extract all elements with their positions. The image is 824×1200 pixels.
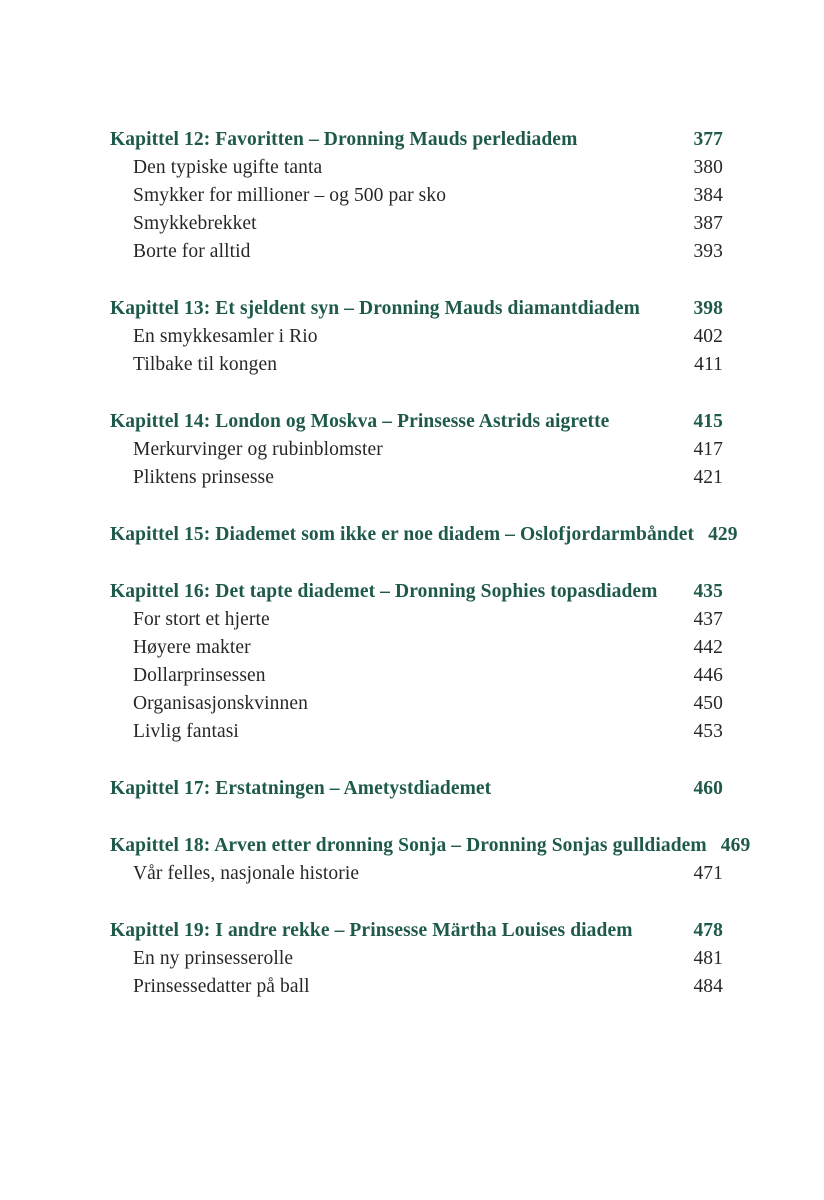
toc-chapter-row — [110, 578, 723, 606]
chapter-page-number: 460 — [693, 778, 723, 799]
subsection-page-number: 402 — [693, 326, 723, 347]
toc-subsection-row — [110, 182, 723, 210]
chapter-title: Kapittel 17: Erstatningen – Ametystdiademet — [110, 778, 492, 799]
subsection-title: Vår felles, nasjonale historie — [133, 863, 360, 884]
toc-subsection-row — [110, 464, 723, 492]
toc-section — [110, 295, 723, 379]
toc-subsection-row — [110, 662, 723, 690]
toc-section — [110, 578, 723, 746]
toc-subsection-row — [110, 973, 723, 1001]
chapter-page-number: 415 — [693, 411, 723, 432]
chapter-title: Kapittel 18: Arven etter dronning Sonja – Dronning Sonjas gulldiadem — [110, 835, 707, 856]
subsection-title: Smykkebrekket — [133, 213, 257, 234]
toc-chapter-row — [110, 126, 723, 154]
subsection-title: En smykkesamler i Rio — [133, 326, 318, 347]
toc-section — [110, 775, 723, 803]
subsection-title: Tilbake til kongen — [133, 354, 278, 375]
subsection-page-number: 437 — [693, 609, 723, 630]
chapter-page-number: 377 — [693, 129, 723, 150]
toc-subsection-row — [110, 606, 723, 634]
toc-section — [110, 126, 723, 266]
subsection-page-number: 471 — [693, 863, 723, 884]
chapter-page-number: 429 — [708, 524, 738, 545]
subsection-title: Smykker for millioner – og 500 par sko — [133, 185, 447, 206]
toc-section — [110, 917, 723, 1001]
subsection-title: Merkurvinger og rubinblomster — [133, 439, 383, 460]
subsection-page-number: 453 — [693, 721, 723, 742]
subsection-page-number: 380 — [693, 157, 723, 178]
chapter-title: Kapittel 15: Diademet som ikke er noe diadem – Oslofjordarmbåndet — [110, 524, 695, 545]
subsection-title: Livlig fantasi — [133, 721, 239, 742]
toc-section — [110, 832, 751, 888]
toc-subsection-row — [110, 690, 723, 718]
subsection-page-number: 421 — [693, 467, 723, 488]
chapter-title: Kapittel 16: Det tapte diademet – Dronning Sophies topasdiadem — [110, 581, 658, 602]
subsection-title: En ny prinsesserolle — [133, 948, 294, 969]
subsection-title: Borte for alltid — [133, 241, 251, 262]
toc-section — [110, 521, 738, 549]
toc-chapter-row — [110, 408, 723, 436]
toc-subsection-row — [110, 436, 723, 464]
subsection-title: Den typiske ugifte tanta — [133, 157, 323, 178]
subsection-page-number: 484 — [693, 976, 723, 997]
toc-subsection-row — [110, 154, 723, 182]
subsection-title: Høyere makter — [133, 637, 251, 658]
toc-chapter-row — [110, 295, 723, 323]
toc-subsection-row — [110, 945, 723, 973]
chapter-title: Kapittel 13: Et sjeldent syn – Dronning Mauds diamantdiadem — [110, 298, 640, 319]
subsection-page-number: 384 — [693, 185, 723, 206]
chapter-title: Kapittel 12: Favoritten – Dronning Mauds perlediadem — [110, 129, 578, 150]
subsection-page-number: 446 — [693, 665, 723, 686]
toc-subsection-row — [110, 323, 723, 351]
subsection-page-number: 442 — [693, 637, 723, 658]
toc-subsection-row — [110, 351, 723, 379]
subsection-title: For stort et hjerte — [133, 609, 270, 630]
toc-subsection-row — [110, 718, 723, 746]
subsection-page-number: 387 — [693, 213, 723, 234]
toc-section — [110, 408, 723, 492]
subsection-page-number: 393 — [693, 241, 723, 262]
chapter-page-number: 478 — [693, 920, 723, 941]
subsection-title: Organisasjonskvinnen — [133, 693, 308, 714]
subsection-page-number: 450 — [693, 693, 723, 714]
subsection-page-number: 411 — [694, 354, 723, 375]
toc-chapter-row — [110, 521, 738, 549]
chapter-page-number: 435 — [693, 581, 723, 602]
subsection-page-number: 417 — [693, 439, 723, 460]
chapter-title: Kapittel 14: London og Moskva – Prinsesse Astrids aigrette — [110, 411, 610, 432]
toc-chapter-row — [110, 775, 723, 803]
chapter-page-number: 398 — [693, 298, 723, 319]
subsection-page-number: 481 — [693, 948, 723, 969]
subsection-title: Prinsessedatter på ball — [133, 976, 310, 997]
chapter-title: Kapittel 19: I andre rekke – Prinsesse Märtha Louises diadem — [110, 920, 633, 941]
toc-subsection-row — [110, 210, 723, 238]
subsection-title: Dollarprinsessen — [133, 665, 266, 686]
toc-chapter-row — [110, 917, 723, 945]
toc-subsection-row — [110, 238, 723, 266]
toc-subsection-row — [110, 634, 723, 662]
chapter-page-number: 469 — [720, 835, 751, 856]
subsection-title: Pliktens prinsesse — [133, 467, 275, 488]
toc-subsection-row — [110, 860, 723, 888]
table-of-contents — [110, 126, 751, 1030]
toc-chapter-row — [110, 832, 751, 860]
